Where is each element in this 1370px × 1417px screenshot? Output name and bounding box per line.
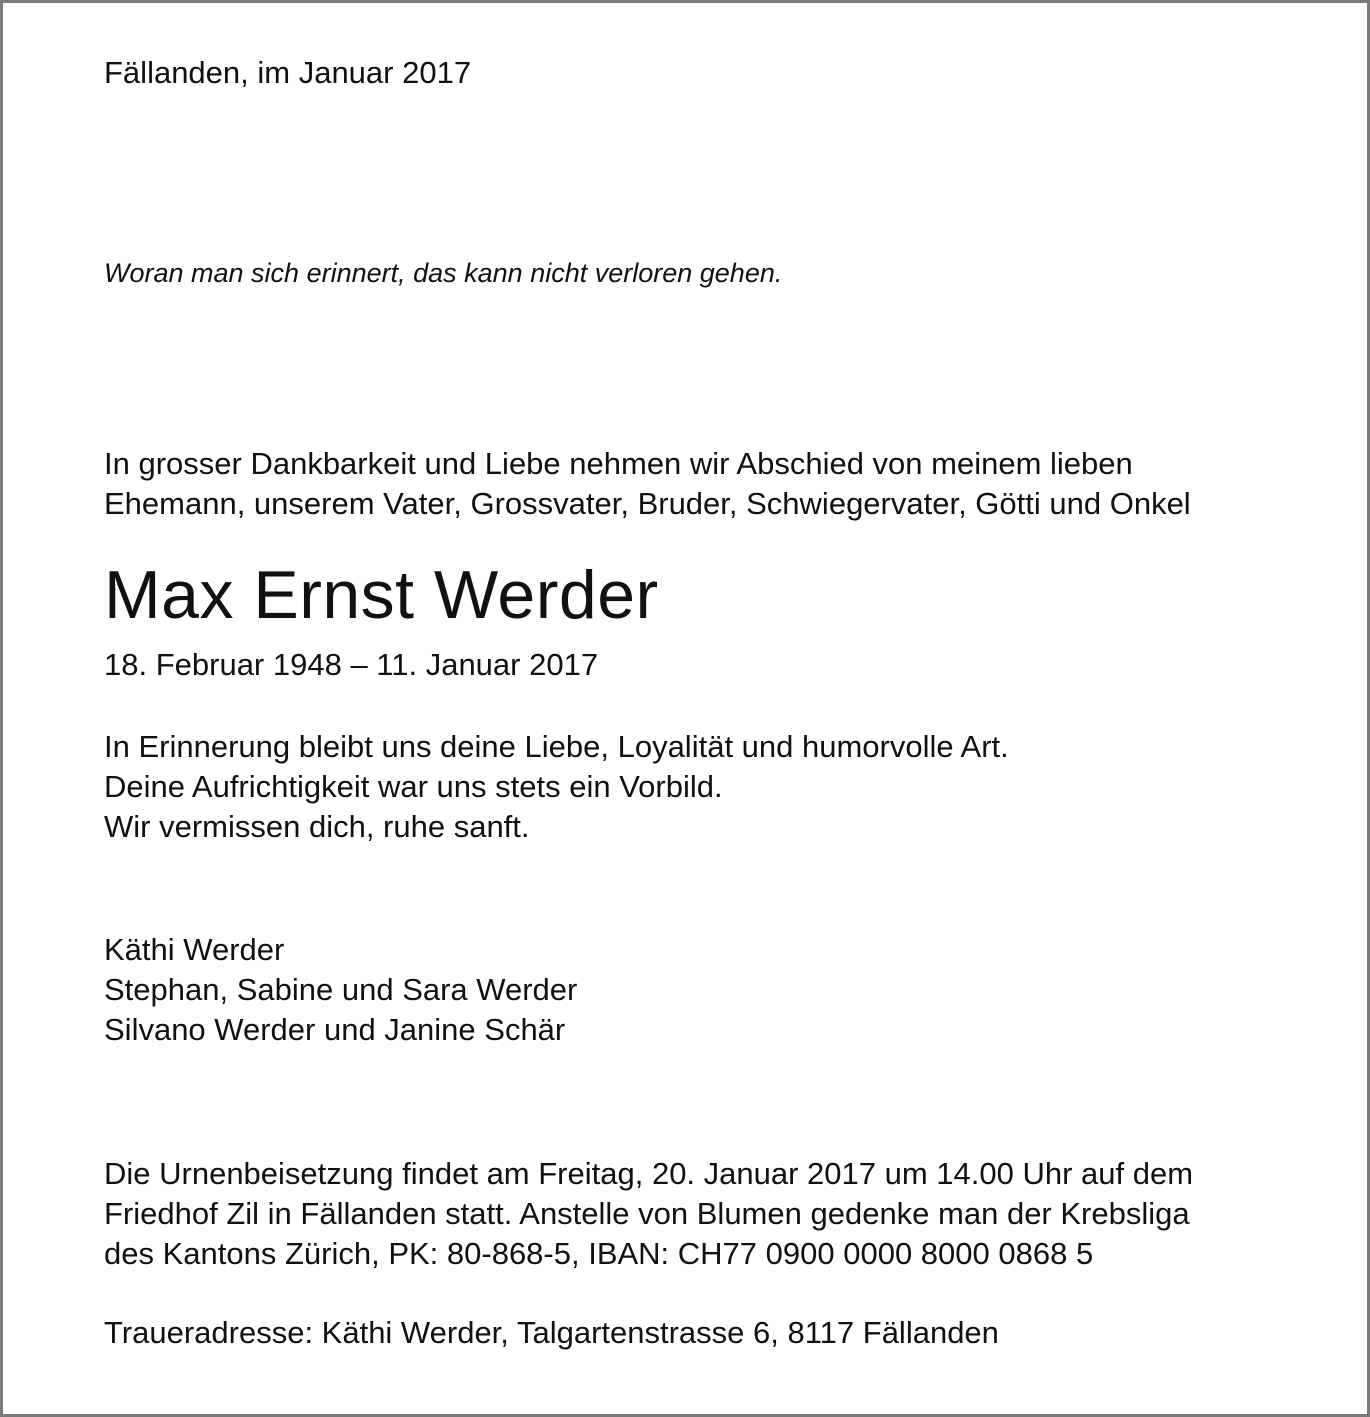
memory-line: Wir vermissen dich, ruhe sanft. [104, 809, 530, 844]
mourners-list [104, 930, 577, 1050]
mourner-entry: Stephan, Sabine und Sara Werder [104, 972, 578, 1007]
funeral-line: Die Urnenbeisetzung findet am Freitag, 20. Januar 2017 um 14.00 Uhr auf dem [104, 1156, 1194, 1191]
mourner-entry: Käthi Werder [104, 932, 285, 967]
memory-line: Deine Aufrichtigkeit war uns stets ein Vorbild. [104, 769, 723, 804]
funeral-details [104, 1154, 1193, 1274]
memory-text [104, 727, 1009, 847]
funeral-line: Friedhof Zil in Fällanden statt. Anstelle von Blumen gedenke man der Krebsliga [104, 1196, 1190, 1231]
deceased-name: Max Ernst Werder [104, 557, 659, 633]
place-date: Fällanden, im Januar 2017 [104, 55, 472, 90]
intro-line: In grosser Dankbarkeit und Liebe nehmen wir Abschied von meinem lieben [104, 446, 1133, 481]
lifespan-dates: 18. Februar 1948 – 11. Januar 2017 [104, 647, 599, 682]
memory-line: In Erinnerung bleibt uns deine Liebe, Loyalität und humorvolle Art. [104, 729, 1009, 764]
mourning-address: Traueradresse: Käthi Werder, Talgartenstrasse 6, 8117 Fällanden [104, 1315, 999, 1350]
mourner-entry: Silvano Werder und Janine Schär [104, 1012, 566, 1047]
intro-text [104, 444, 1191, 524]
intro-line: Ehemann, unserem Vater, Grossvater, Bruder, Schwiegervater, Götti und Onkel [104, 486, 1191, 521]
funeral-line: des Kantons Zürich, PK: 80-868-5, IBAN: CH77 0900 0000 8000 0868 5 [104, 1236, 1094, 1271]
memorial-quote: Woran man sich erinnert, das kann nicht verloren gehen. [104, 258, 783, 288]
